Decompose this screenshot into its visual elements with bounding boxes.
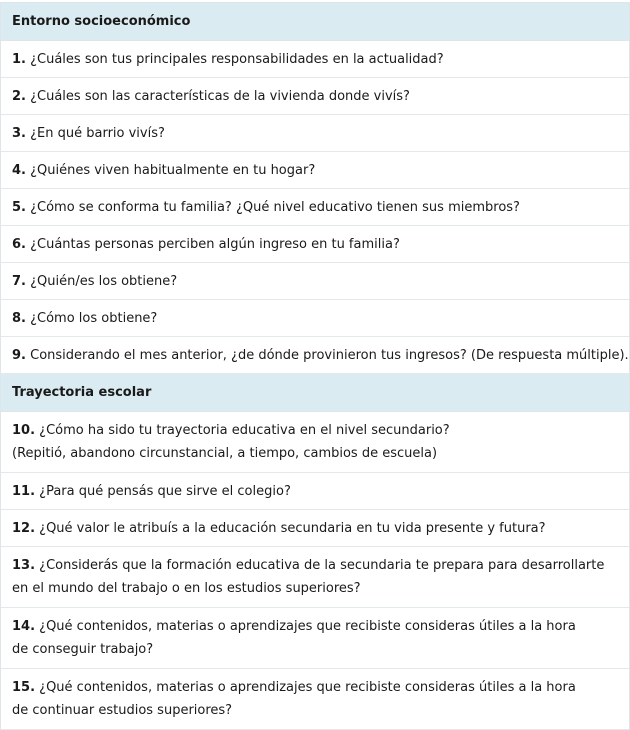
questionnaire-table xyxy=(0,2,630,730)
question-row xyxy=(1,152,629,189)
question-text: ¿En qué barrio vivís? xyxy=(30,125,165,141)
question-row xyxy=(1,510,629,547)
question-number: 6. xyxy=(12,236,26,252)
question-text: ¿Qué valor le atribuís a la educación secundaria en tu vida presente y futura? xyxy=(39,520,546,536)
question-row xyxy=(1,78,629,115)
question-row xyxy=(1,300,629,337)
section-header: Trayectoria escolar xyxy=(1,374,629,412)
question-row xyxy=(1,669,629,730)
question-line xyxy=(12,638,629,661)
question-number: 9. xyxy=(12,347,26,363)
question-line xyxy=(12,419,629,442)
question-line xyxy=(12,196,629,219)
question-text: en el mundo del trabajo o en los estudios superiores? xyxy=(12,581,361,596)
question-row xyxy=(1,189,629,226)
question-text: ¿Considerás que la formación educativa de la secundaria te prepara para desarrollarte xyxy=(39,558,605,573)
question-line xyxy=(12,344,629,367)
question-row xyxy=(1,263,629,300)
question-line xyxy=(12,577,629,600)
question-number: 12. xyxy=(12,520,36,536)
question-row xyxy=(1,547,629,608)
question-text: ¿Para qué pensás que sirve el colegio? xyxy=(39,483,291,499)
question-line xyxy=(12,233,629,256)
question-text: ¿Qué contenidos, materias o aprendizajes que recibiste consideras útiles a la hora xyxy=(39,680,576,695)
question-number: 7. xyxy=(12,273,26,289)
question-number: 5. xyxy=(12,199,26,215)
question-text: de continuar estudios superiores? xyxy=(12,703,233,718)
question-number: 1. xyxy=(12,51,26,67)
question-line xyxy=(12,554,629,577)
question-text: ¿Quién/es los obtiene? xyxy=(30,273,178,289)
question-row xyxy=(1,337,629,374)
question-text: ¿Cómo se conforma tu familia? ¿Qué nivel educativo tienen sus miembros? xyxy=(30,199,520,215)
section-header: Entorno socioeconómico xyxy=(1,3,629,41)
question-number: 14. xyxy=(12,619,36,634)
question-text: Considerando el mes anterior, ¿de dónde provinieron tus ingresos? (De respuesta múltiple). xyxy=(30,347,629,363)
question-line xyxy=(12,442,629,465)
question-text: ¿Cómo los obtiene? xyxy=(30,310,158,326)
question-number: 13. xyxy=(12,558,36,573)
question-number: 4. xyxy=(12,162,26,178)
question-line xyxy=(12,122,629,145)
question-number: 8. xyxy=(12,310,26,326)
question-text: ¿Cuáles son tus principales responsabilidades en la actualidad? xyxy=(30,51,444,67)
question-text: (Repitió, abandono circunstancial, a tiempo, cambios de escuela) xyxy=(12,446,438,461)
question-row xyxy=(1,115,629,152)
question-text: de conseguir trabajo? xyxy=(12,642,154,657)
question-line xyxy=(12,699,629,722)
question-line xyxy=(12,159,629,182)
question-text: ¿Qué contenidos, materias o aprendizajes que recibiste consideras útiles a la hora xyxy=(39,619,576,634)
question-text: ¿Quiénes viven habitualmente en tu hogar? xyxy=(30,162,316,178)
question-number: 3. xyxy=(12,125,26,141)
question-row xyxy=(1,41,629,78)
question-line xyxy=(12,270,629,293)
question-row xyxy=(1,608,629,669)
question-row xyxy=(1,473,629,510)
question-text: ¿Cómo ha sido tu trayectoria educativa en el nivel secundario? xyxy=(39,423,450,438)
question-number: 15. xyxy=(12,680,36,695)
question-line xyxy=(12,307,629,330)
question-number: 11. xyxy=(12,483,36,499)
question-line xyxy=(12,48,629,71)
question-text: ¿Cuáles son las características de la vivienda donde vivís? xyxy=(30,88,410,104)
question-line xyxy=(12,480,629,503)
question-line xyxy=(12,517,629,540)
question-row xyxy=(1,226,629,263)
question-text: ¿Cuántas personas perciben algún ingreso en tu familia? xyxy=(30,236,400,252)
question-row xyxy=(1,412,629,473)
question-number: 10. xyxy=(12,423,36,438)
question-line xyxy=(12,676,629,699)
question-number: 2. xyxy=(12,88,26,104)
question-line xyxy=(12,85,629,108)
question-line xyxy=(12,615,629,638)
